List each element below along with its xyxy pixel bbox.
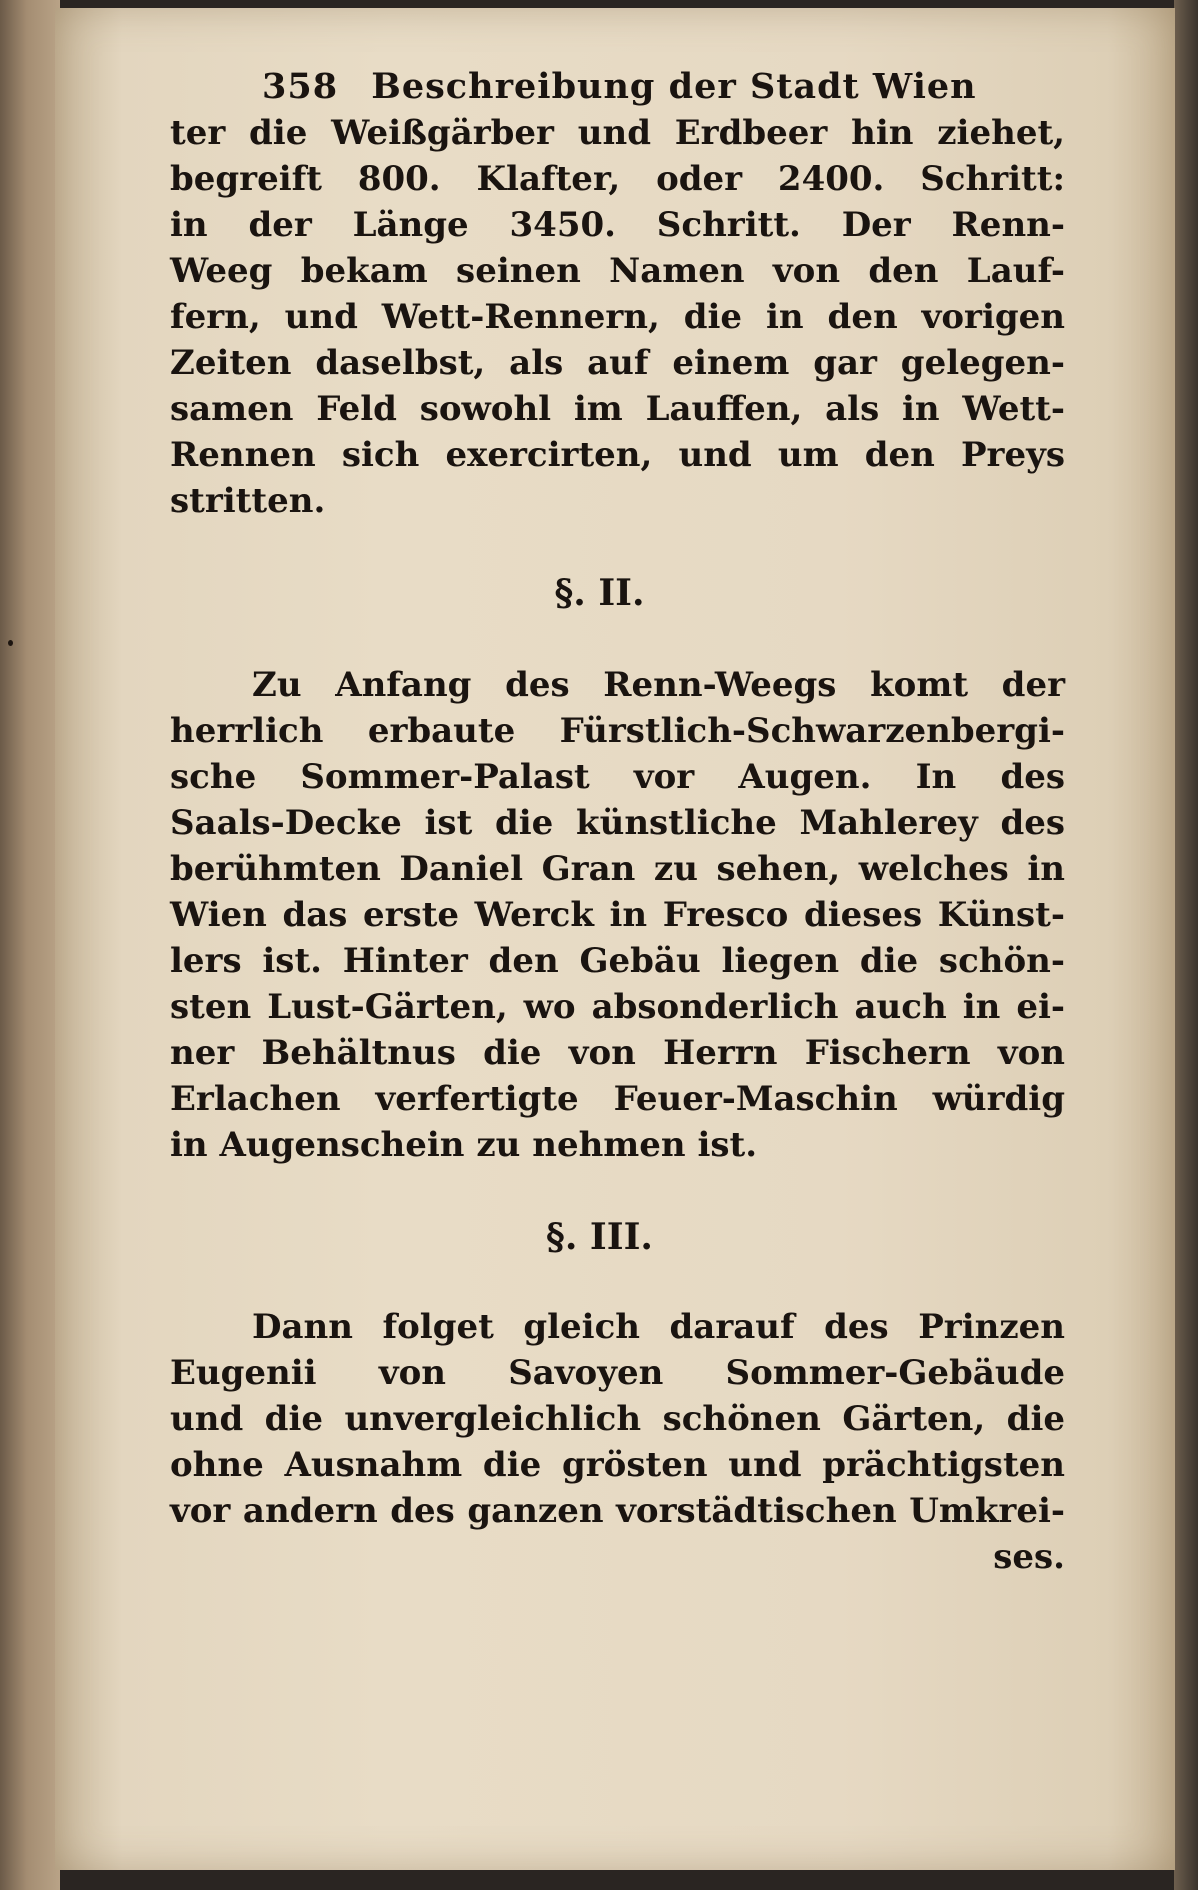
text-line: in der Länge 3450. Schritt. Der Renn- <box>170 205 1065 245</box>
text-line: Weeg bekam seinen Namen von den Lauf- <box>170 251 1065 291</box>
book-gutter <box>0 0 60 1890</box>
section-heading: §. III. <box>546 1216 653 1258</box>
text-line: Wien das erste Werck in Fresco dieses Künst- <box>170 895 1065 935</box>
text-line: ner Behältnus die von Herrn Fischern von <box>170 1033 1065 1073</box>
page-text <box>170 66 1120 1580</box>
text-line: Eugenii von Savoyen Sommer-Gebäude <box>170 1353 1065 1393</box>
ink-speck <box>8 640 13 646</box>
text-line: sten Lust-Gärten, wo absonderlich auch in ei- <box>170 987 1065 1027</box>
section-heading: §. II. <box>554 572 645 614</box>
text-line: lers ist. Hinter den Gebäu liegen die schön- <box>170 941 1065 981</box>
text-line: Erlachen verfertigte Feuer-Maschin würdig <box>170 1079 1065 1119</box>
text-line: fern, und Wett-Rennern, die in den vorigen <box>170 297 1065 337</box>
text-line: Rennen sich exercirten, und um den Preys <box>170 435 1065 475</box>
catchword: ses. <box>993 1537 1065 1577</box>
running-header <box>262 66 1120 110</box>
text-line: Dann folget gleich darauf des Prinzen <box>252 1307 1065 1347</box>
text-line: stritten. <box>170 481 326 521</box>
running-title: Beschreibung der Stadt Wien <box>371 66 977 107</box>
page-edge <box>1174 0 1198 1890</box>
text-line: in Augenschein zu nehmen ist. <box>170 1125 758 1165</box>
text-line: vor andern des ganzen vorstädtischen Umkrei- <box>170 1491 1065 1531</box>
text-line: sche Sommer-Palast vor Augen. In des <box>170 757 1065 797</box>
text-line: begreift 800. Klafter, oder 2400. Schritt: <box>170 159 1065 199</box>
text-line: samen Feld sowohl im Lauffen, als in Wett- <box>170 389 1065 429</box>
paragraph-continuation <box>170 110 1120 524</box>
page-number: 358 <box>262 66 339 107</box>
text-line: Zu Anfang des Renn-Weegs komt der <box>252 665 1065 705</box>
section-3-paragraph <box>170 1304 1120 1580</box>
text-line: berühmten Daniel Gran zu sehen, welches in <box>170 849 1065 889</box>
text-line: und die unvergleichlich schönen Gärten, die <box>170 1399 1065 1439</box>
text-line: ohne Ausnahm die grösten und prächtigsten <box>170 1445 1065 1485</box>
text-line: Saals-Decke ist die künstliche Mahlerey des <box>170 803 1065 843</box>
text-line: Zeiten daselbst, als auf einem gar gelegen- <box>170 343 1065 383</box>
text-line: herrlich erbaute Fürstlich-Schwarzenbergi- <box>170 711 1065 751</box>
section-2-paragraph <box>170 662 1120 1168</box>
text-line: ter die Weißgärber und Erdbeer hin ziehet, <box>170 113 1065 153</box>
